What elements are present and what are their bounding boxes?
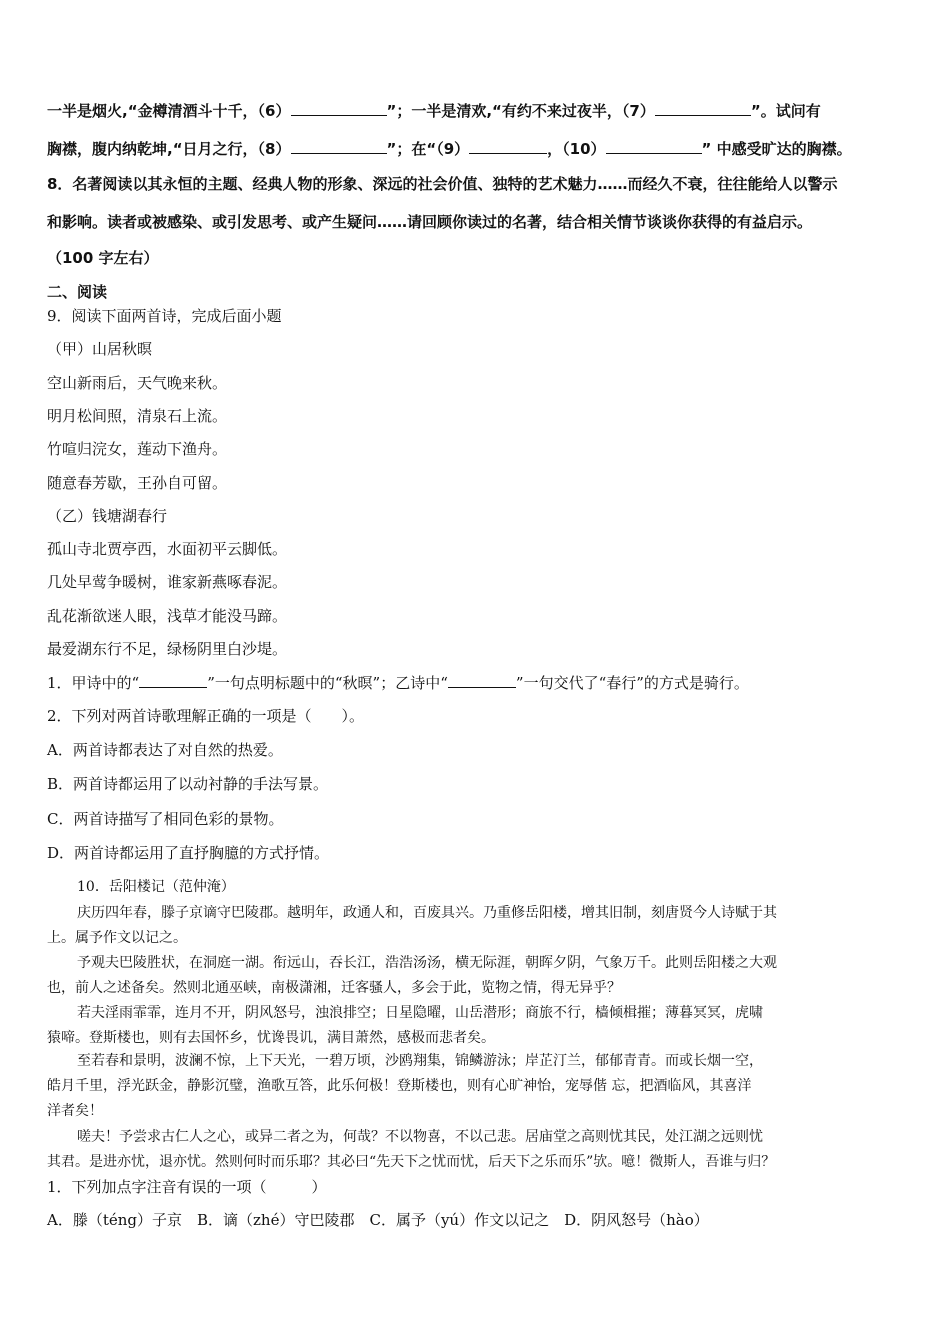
q7-line-2: 胸襟，腹内纳乾坤,“日月之行，（8） ”；在“（9） ，（10） ” 中感受旷达的胸襟。 bbox=[47, 140, 852, 158]
passage-line: 嗟夫！予尝求古仁人之心，或异二者之为，何哉？不以物喜，不以己悲。居庙堂之高则忧其民，处江湖之远则忧 bbox=[77, 1129, 763, 1145]
poem-b-line: 乱花渐欲迷人眼，浅草才能没马蹄。 bbox=[47, 607, 288, 625]
option-b[interactable]: B．两首诗都运用了以动衬静的手法写景。 bbox=[47, 775, 329, 793]
passage-line: 至若春和景明，波澜不惊，上下天光，一碧万顷，沙鸥翔集，锦鳞游泳；岸芷汀兰，郁郁青青。而或长烟一空， bbox=[77, 1053, 763, 1069]
answer-blank-7[interactable] bbox=[655, 101, 751, 116]
answer-blank[interactable] bbox=[139, 673, 207, 688]
answer-blank[interactable] bbox=[448, 673, 516, 688]
passage-line: 洋者矣！ bbox=[47, 1103, 103, 1119]
poem-b-line: 几处早莺争暖树，谁家新燕啄春泥。 bbox=[47, 573, 288, 591]
answer-blank-9[interactable] bbox=[469, 139, 547, 154]
passage-line: 若夫淫雨霏霏，连月不开，阴风怒号，浊浪排空；日星隐曜，山岳潜形；商旅不行，樯倾楫摧；薄暮冥冥，虎啸 bbox=[77, 1005, 763, 1021]
q8-line-3: （100 字左右） bbox=[47, 249, 159, 267]
poem-a-line: 竹喧归浣女，莲动下渔舟。 bbox=[47, 440, 228, 458]
poem-a-line: 空山新雨后，天气晚来秋。 bbox=[47, 374, 228, 392]
answer-blank-6[interactable] bbox=[291, 101, 387, 116]
q9-sub-question-2: 2．下列对两首诗歌理解正确的一项是（ ）。 bbox=[47, 707, 365, 725]
passage-line: 也，前人之述备矣。然则北通巫峡，南极潇湘，迁客骚人，多会于此，览物之情，得无异乎？ bbox=[47, 980, 621, 996]
passage-line: 猿啼。登斯楼也，则有去国怀乡，忧谗畏讥，满目萧然，感极而悲者矣。 bbox=[47, 1030, 495, 1046]
q8-line-1: 8．名著阅读以其永恒的主题、经典人物的形象、深远的社会价值、独特的艺术魅力……而经久不衰，往往能给人以警示 bbox=[47, 175, 838, 193]
poem-b-line: 孤山寺北贾亭西，水面初平云脚低。 bbox=[47, 540, 288, 558]
passage-line: 予观夫巴陵胜状，在洞庭一湖。衔远山，吞长江，浩浩汤汤，横无际涯，朝晖夕阴，气象万千。此则岳阳楼之大观 bbox=[77, 955, 777, 971]
poem-a-title: （甲）山居秋暝 bbox=[47, 340, 153, 358]
q10-title: 10．岳阳楼记（范仲淹） bbox=[77, 879, 235, 895]
q10-sub-question-1: 1．下列加点字注音有误的一项（ ） bbox=[47, 1178, 327, 1196]
passage-line: 上。属予作文以记之。 bbox=[47, 930, 187, 946]
section-title: 二、阅读 bbox=[47, 283, 108, 301]
q9-prompt: 9．阅读下面两首诗，完成后面小题 bbox=[47, 307, 282, 325]
answer-blank-10[interactable] bbox=[606, 139, 702, 154]
option-d[interactable]: D．两首诗都运用了直抒胸臆的方式抒情。 bbox=[47, 844, 330, 862]
option-a[interactable]: A．两首诗都表达了对自然的热爱。 bbox=[47, 741, 283, 759]
poem-b-title: （乙）钱塘湖春行 bbox=[47, 507, 168, 525]
poem-a-line: 随意春芳歇，王孙自可留。 bbox=[47, 474, 228, 492]
answer-blank-8[interactable] bbox=[291, 139, 387, 154]
q10-sub-options[interactable]: A．滕（téng）子京 B．谪（zhé）守巴陵郡 C．属予（yú）作文以记之 D．阴风怒号（hào） bbox=[47, 1211, 709, 1229]
passage-line: 皓月千里，浮光跃金，静影沉璧，渔歌互答，此乐何极！登斯楼也，则有心旷神怡，宠辱偕 忘，把酒临风，其喜洋 bbox=[47, 1078, 752, 1094]
q7-line-1: 一半是烟火,“金樽清酒斗十千，（6） ”；一半是清欢,“有约不来过夜半，（7） ”。试问有 bbox=[47, 102, 821, 120]
q8-line-2: 和影响。读者或被感染、或引发思考、或产生疑问……请回顾你读过的名著，结合相关情节谈谈你获得的有益启示。 bbox=[47, 213, 813, 231]
passage-line: 庆历四年春，滕子京谪守巴陵郡。越明年，政通人和，百废具兴。乃重修岳阳楼，增其旧制，刻唐贤今人诗赋于其 bbox=[77, 905, 777, 921]
poem-a-line: 明月松间照，清泉石上流。 bbox=[47, 407, 228, 425]
option-c[interactable]: C．两首诗描写了相同色彩的景物。 bbox=[47, 810, 284, 828]
q9-sub-question-1: 1．甲诗中的“ ”一句点明标题中的“秋暝”；乙诗中“ ”一句交代了“春行”的方式是骑行。 bbox=[47, 674, 749, 692]
poem-b-line: 最爱湖东行不足，绿杨阴里白沙堤。 bbox=[47, 640, 288, 658]
passage-line: 其君。是进亦忧，退亦忧。然则何时而乐耶？其必曰“先天下之忧而忧，后天下之乐而乐”欤。噫！微斯人，吾谁与归？ bbox=[47, 1154, 776, 1170]
